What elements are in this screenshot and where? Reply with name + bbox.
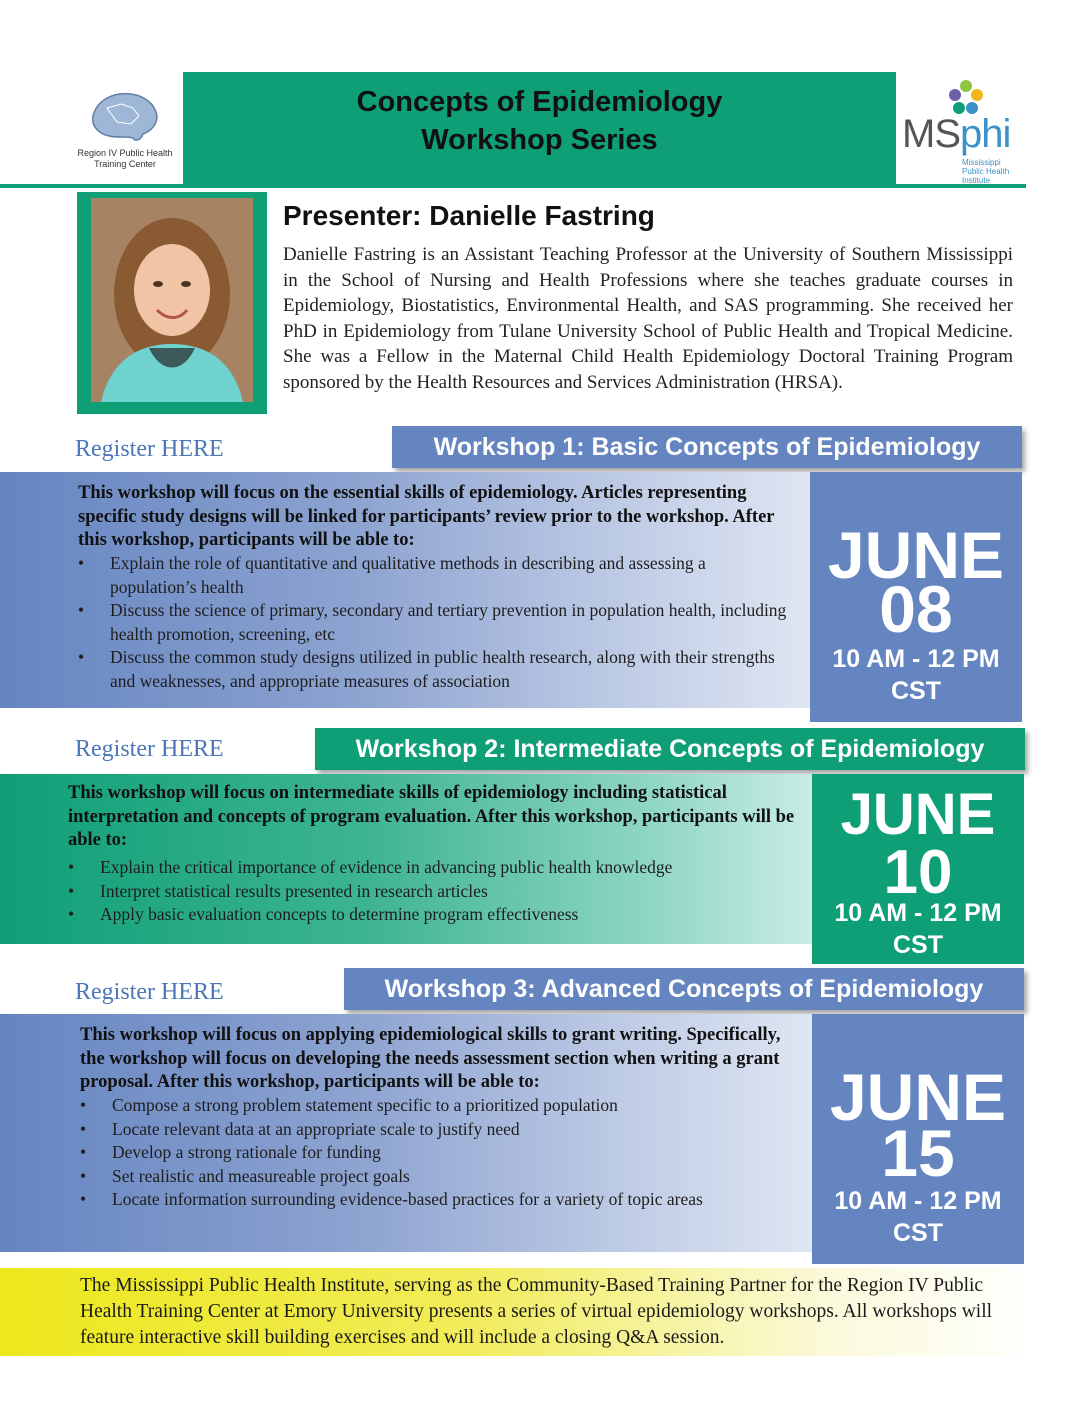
footer-text: The Mississippi Public Health Institute, serving as the Community-Based Training Partner for the Region IV Public Health Training Center at Emory University presents a series of virtual epidemiology workshops. All workshops will feature interactive skill building exercises and will include a closing Q&A session. bbox=[80, 1275, 993, 1348]
workshop-1-date bbox=[810, 472, 1022, 722]
list-item: • Locate relevant data at an appropriate scale to justify need bbox=[78, 1118, 794, 1142]
region-iv-logo bbox=[67, 82, 183, 182]
list-item: • Interpret statistical results presented in research articles bbox=[66, 880, 796, 904]
workshop-2-intro: This workshop will focus on intermediate skills of epidemiology including statistical interpretation and concepts of program evaluation. After this workshop, participants will be able to: bbox=[68, 783, 795, 850]
workshop-1-objectives bbox=[76, 552, 794, 693]
workshop-1-day: 08 bbox=[879, 572, 953, 646]
workshop-3-objectives bbox=[78, 1094, 794, 1212]
presenter-bio: Danielle Fastring is an Assistant Teaching Professor at the University of Southern Mississippi in the School of Nursing and Health Professions where she teaches graduate courses in Epidemiology, Biostatistics, Environmental Health, and SAS programming. She received her PhD in Epidemiology from Tulane University School of Public Health and Tropical Medicine. She was a Fellow in the Maternal Child Health Epidemiology Doctoral Training Program sponsored by the Health Resources and Services Administration (HRSA). bbox=[283, 244, 1013, 393]
page-title-line-1: Concepts of Epidemiology bbox=[356, 86, 723, 118]
presenter-portrait-icon bbox=[91, 198, 253, 402]
workshop-3-day: 15 bbox=[881, 1116, 955, 1190]
msphi-wordmark: MSphi bbox=[902, 112, 1011, 156]
list-item: • Set realistic and measureable project goals bbox=[78, 1165, 794, 1189]
msphi-logo bbox=[896, 72, 1026, 184]
list-item: • Discuss the science of primary, secondary and tertiary prevention in population health, including health promotion, screening, etc bbox=[76, 599, 794, 646]
register-link-workshop-1[interactable]: Register HERE bbox=[75, 436, 224, 462]
workshop-1-time: 10 AM - 12 PM bbox=[832, 645, 1000, 673]
workshop-2-date bbox=[812, 774, 1024, 964]
workshop-3-month: JUNE bbox=[829, 1060, 1007, 1134]
workshop-2-day: 10 bbox=[883, 838, 953, 907]
list-item: • Explain the critical importance of evidence in advancing public health knowledge bbox=[66, 856, 796, 880]
region-map-icon bbox=[87, 86, 161, 142]
workshop-2-time: 10 AM - 12 PM bbox=[834, 899, 1002, 927]
workshop-2-description bbox=[0, 774, 812, 944]
workshop-1-intro: This workshop will focus on the essential skills of epidemiology. Articles representing specific study designs will be linked for participants’ review prior to the workshop. After this workshop, participants will be able to: bbox=[78, 483, 775, 550]
presenter-photo bbox=[77, 192, 267, 414]
workshop-1-description bbox=[0, 472, 810, 708]
list-item: • Discuss the common study designs utilized in public health research, along with their strengths and weaknesses, and appropriate measures of association bbox=[76, 646, 794, 693]
msphi-subtitle: Mississippi Public Health Institute bbox=[962, 158, 1010, 185]
page-title-line-2: Workshop Series bbox=[421, 124, 658, 156]
workshop-3-description bbox=[0, 1014, 812, 1252]
register-link-workshop-3[interactable]: Register HERE bbox=[75, 979, 224, 1005]
list-item: • Develop a strong rationale for funding bbox=[78, 1141, 794, 1165]
workshop-2-objectives bbox=[66, 856, 796, 927]
presenter-heading: Presenter: Danielle Fastring bbox=[283, 200, 655, 231]
workshop-1-timezone: CST bbox=[891, 677, 941, 705]
workshop-2-month: JUNE bbox=[840, 782, 996, 847]
region-logo-caption: Region IV Public Health Training Center bbox=[77, 148, 173, 169]
workshop-1-month: JUNE bbox=[827, 518, 1005, 592]
workshop-3-date bbox=[812, 1014, 1024, 1264]
workshop-3-timezone: CST bbox=[893, 1219, 943, 1247]
list-item: • Explain the role of quantitative and qualitative methods in describing and assessing a population’s health bbox=[76, 552, 794, 599]
list-item: • Apply basic evaluation concepts to determine program effectiveness bbox=[66, 903, 796, 927]
list-item: • Compose a strong problem statement specific to a prioritized population bbox=[78, 1094, 794, 1118]
workshop-3-time: 10 AM - 12 PM bbox=[834, 1187, 1002, 1215]
workshop-1-title: Workshop 1: Basic Concepts of Epidemiology bbox=[392, 426, 1022, 468]
title-banner bbox=[183, 72, 896, 184]
register-link-workshop-2[interactable]: Register HERE bbox=[75, 736, 224, 762]
workshop-2-timezone: CST bbox=[893, 931, 943, 959]
workshop-3-intro: This workshop will focus on applying epidemiological skills to grant writing. Specifically, the workshop will focus on developing the needs assessment section when writing a grant proposal. After this workshop, participants will be able to: bbox=[80, 1025, 781, 1092]
list-item: • Locate information surrounding evidence-based practices for a variety of topic areas bbox=[78, 1188, 794, 1212]
workshop-3-title: Workshop 3: Advanced Concepts of Epidemiology bbox=[344, 968, 1024, 1010]
workshop-2-title: Workshop 2: Intermediate Concepts of Epidemiology bbox=[315, 728, 1025, 770]
header-divider bbox=[0, 184, 1026, 188]
